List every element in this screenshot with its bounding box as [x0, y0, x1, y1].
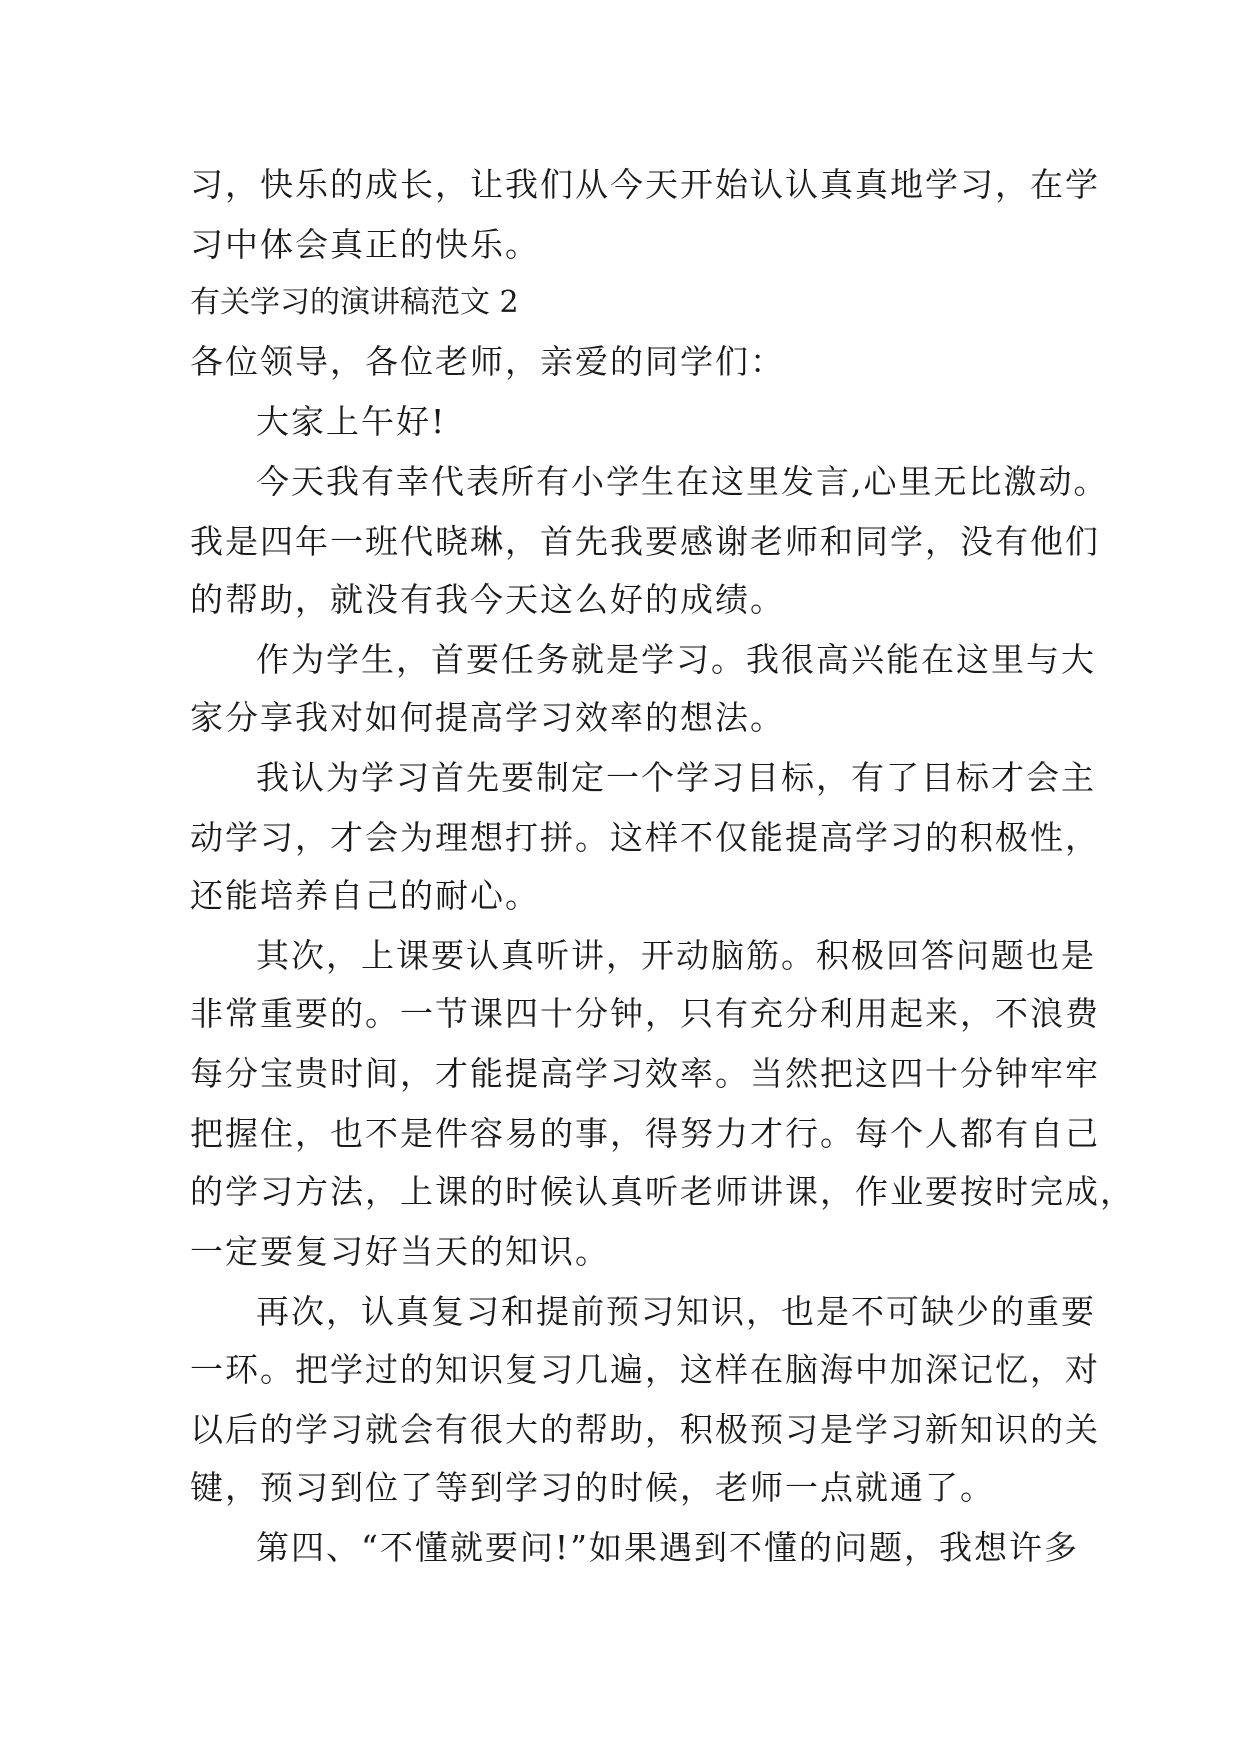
paragraph-start: 作为学生，首要任务就是学习。我很高兴能在这里与大	[256, 640, 1096, 679]
text-line: 键，预习到位了等到学习的时候，老师一点就通了。	[190, 1468, 995, 1507]
text-line: 每分宝贵时间，才能提高学习效率。当然把这四十分钟牢牢	[190, 1054, 1100, 1093]
text-line: 以后的学习就会有很大的帮助，积极预习是学习新知识的关	[190, 1410, 1100, 1449]
greeting: 大家上午好!	[256, 402, 447, 441]
text-line: 非常重要的。一节课四十分钟，只有充分利用起来，不浪费	[190, 994, 1100, 1033]
paragraph-start: 我认为学习首先要制定一个学习目标，有了目标才会主	[256, 758, 1096, 797]
text-line: 一环。把学过的知识复习几遍，这样在脑海中加深记忆，对	[190, 1350, 1100, 1389]
text-line: 的学习方法，上课的时候认真听老师讲课，作业要按时完成，	[190, 1172, 1135, 1211]
text-line: 家分享我对如何提高学习效率的想法。	[190, 698, 785, 737]
paragraph-start: 再次，认真复习和提前预习知识，也是不可缺少的重要	[256, 1292, 1096, 1331]
text-line: 一定要复习好当天的知识。	[190, 1232, 610, 1271]
text-line: 把握住，也不是件容易的事，得努力才行。每个人都有自己	[190, 1114, 1100, 1153]
text-line: 动学习，才会为理想打拼。这样不仅能提高学习的积极性，	[190, 818, 1100, 857]
paragraph-start: 第四、“不懂就要问!”如果遇到不懂的问题，我想许多	[256, 1528, 1080, 1567]
text-line: 习中体会真正的快乐。	[190, 225, 540, 264]
text-line: 我是四年一班代晓琳，首先我要感谢老师和同学，没有他们	[190, 522, 1100, 561]
paragraph-start: 今天我有幸代表所有小学生在这里发言,心里无比激动。	[256, 462, 1109, 501]
salutation: 各位领导，各位老师，亲爱的同学们：	[190, 342, 785, 381]
text-line: 还能培养自己的耐心。	[190, 876, 540, 915]
text-line: 习，快乐的成长，让我们从今天开始认认真真地学习，在学	[190, 165, 1100, 204]
text-line: 的帮助，就没有我今天这么好的成绩。	[190, 580, 785, 619]
paragraph-start: 其次，上课要认真听讲，开动脑筋。积极回答问题也是	[256, 936, 1096, 975]
section-heading: 有关学习的演讲稿范文 2	[190, 285, 519, 320]
